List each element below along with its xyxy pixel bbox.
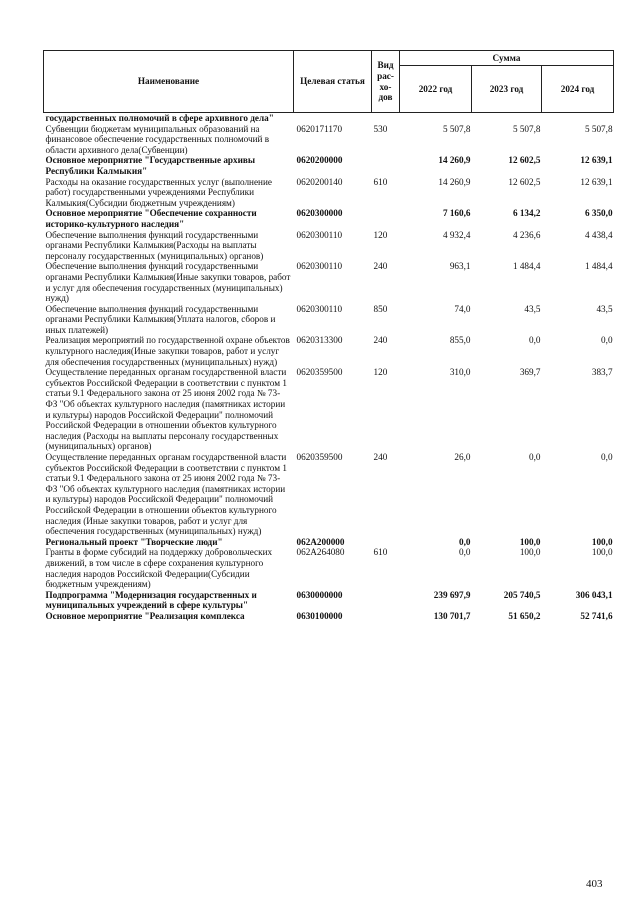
row-amount-2023: 369,7 bbox=[519, 367, 541, 378]
table-row bbox=[44, 113, 614, 124]
row-name: Осуществление переданных органам государственной власти субъектов Российской Федерации в соответствии с пунктом 1 статьи 9.1 Федерального закона от 25 июня 2002 года № 73-ФЗ "Об объектах культурного наследия (памятниках истории и культуры) народов Российской Федерации" полномочий Российской Федерации в отношении объектов культурного наследия (Расходы на выплаты персоналу государственных (муниципальных) органов) bbox=[45, 367, 287, 452]
row-target-code: 0620200140 bbox=[296, 176, 343, 187]
row-target-code: 0620359500 bbox=[296, 367, 343, 378]
row-expense-type: 240 bbox=[373, 261, 388, 272]
row-expense-type bbox=[372, 113, 400, 124]
table-row bbox=[44, 177, 614, 209]
row-expense-type: 610 bbox=[373, 176, 388, 187]
row-expense-type: 530 bbox=[373, 123, 388, 134]
row-name: Подпрограмма "Модернизация государственных и муниципальных учреждений в сфере культуры" bbox=[45, 589, 257, 611]
header-vid: Вид рас-хо-дов bbox=[372, 51, 400, 113]
row-amount-2024: 12 639,1 bbox=[580, 176, 613, 187]
row-amount-2022: 855,0 bbox=[449, 335, 471, 346]
row-target-code: 0620300110 bbox=[296, 303, 343, 314]
row-amount-2022: 239 697,9 bbox=[433, 589, 471, 600]
budget-document-page bbox=[43, 50, 613, 622]
row-amount-2023: 0,0 bbox=[529, 452, 541, 462]
table-row bbox=[44, 611, 614, 622]
row-expense-type: 240 bbox=[373, 335, 388, 346]
table-row bbox=[44, 124, 614, 156]
budget-table bbox=[43, 50, 614, 622]
table-row bbox=[44, 304, 614, 336]
row-amount-2022: 310,0 bbox=[449, 367, 471, 378]
row-expense-type: 240 bbox=[373, 452, 388, 462]
row-expense-type bbox=[372, 590, 400, 611]
row-amount-2023: 0,0 bbox=[529, 335, 541, 346]
row-name: Обеспечение выполнения функций государственными органами Республики Калмыкия(Уплата налогов, сборов и иных платежей) bbox=[45, 303, 276, 335]
row-amount-2022: 130 701,7 bbox=[433, 610, 471, 621]
row-amount-2024 bbox=[542, 113, 614, 124]
row-amount-2024: 0,0 bbox=[601, 452, 613, 462]
row-target-code: 0620300110 bbox=[296, 229, 343, 240]
row-target-code: 0620300000 bbox=[296, 208, 343, 219]
row-name: Основное мероприятие "Реализация комплекса bbox=[45, 610, 245, 621]
row-amount-2024: 52 741,6 bbox=[580, 610, 613, 621]
row-name: Региональный проект "Творческие люди" bbox=[45, 536, 223, 547]
row-expense-type bbox=[372, 208, 400, 229]
table-row bbox=[44, 452, 614, 537]
row-amount-2024: 43,5 bbox=[596, 303, 613, 314]
row-target-code: 0620313300 bbox=[296, 335, 343, 346]
row-amount-2024: 4 438,4 bbox=[584, 229, 613, 240]
row-amount-2022: 26,0 bbox=[454, 452, 471, 462]
row-amount-2022: 963,1 bbox=[449, 261, 471, 272]
row-expense-type: 120 bbox=[373, 229, 388, 240]
row-expense-type bbox=[372, 537, 400, 548]
table-body bbox=[44, 113, 614, 622]
row-name: Основное мероприятие "Обеспечение сохранности историко-культурного наследия" bbox=[45, 208, 257, 229]
row-target-code bbox=[294, 113, 372, 124]
row-target-code: 0620359500 bbox=[296, 452, 343, 462]
row-amount-2023: 100,0 bbox=[519, 547, 541, 558]
page-number: 403 bbox=[586, 878, 603, 890]
row-name: Гранты в форме субсидий на поддержку добровольческих движений, в том числе в сфере сохранения культурного наследия народов Российской Федерации(Субсидии бюджетным учреждениям) bbox=[45, 547, 273, 590]
row-name: Основное мероприятие "Государственные архивы Республики Калмыкия" bbox=[45, 155, 256, 176]
table-row bbox=[44, 230, 614, 262]
row-amount-2023: 5 507,8 bbox=[512, 123, 541, 134]
row-name: Реализация мероприятий по государственной охране объектов культурного наследия(Иные закупки товаров, работ и услуг для обеспечения государственных (муниципальных) нужд) bbox=[45, 335, 290, 367]
row-amount-2024: 306 043,1 bbox=[575, 589, 613, 600]
row-amount-2022: 0,0 bbox=[459, 536, 471, 547]
row-expense-type bbox=[372, 611, 400, 622]
row-amount-2022: 7 160,6 bbox=[442, 208, 471, 219]
row-amount-2023 bbox=[472, 113, 542, 124]
row-target-code: 0620200000 bbox=[296, 155, 343, 166]
table-row bbox=[44, 537, 614, 548]
table-row bbox=[44, 208, 614, 229]
row-amount-2022: 14 260,9 bbox=[438, 176, 471, 187]
table-row bbox=[44, 367, 614, 452]
row-amount-2024: 12 639,1 bbox=[580, 155, 613, 166]
row-target-code: 062A264080 bbox=[296, 547, 345, 558]
row-target-code: 062A200000 bbox=[296, 536, 345, 547]
row-expense-type bbox=[372, 155, 400, 176]
row-amount-2023: 100,0 bbox=[519, 536, 541, 547]
row-target-code: 0620171170 bbox=[296, 123, 343, 134]
row-amount-2024: 6 350,0 bbox=[584, 208, 613, 219]
table-row bbox=[44, 261, 614, 303]
table-row bbox=[44, 590, 614, 611]
row-amount-2023: 6 134,2 bbox=[512, 208, 541, 219]
table-header bbox=[44, 51, 614, 113]
row-target-code: 0630100000 bbox=[296, 610, 343, 621]
row-amount-2024: 100,0 bbox=[591, 547, 613, 558]
row-amount-2023: 1 484,4 bbox=[512, 261, 541, 272]
header-year-2024: 2024 год bbox=[542, 66, 614, 113]
row-target-code: 0620300110 bbox=[296, 261, 343, 272]
row-amount-2023: 43,5 bbox=[524, 303, 541, 314]
row-name: Осуществление переданных органам государственной власти субъектов Российской Федерации в соответствии с пунктом 1 статьи 9.1 Федерального закона от 25 июня 2002 года № 73-ФЗ "Об объектах культурного наследия (памятниках истории и культуры) народов Российской Федерации" полномочий Российской Федерации в отношении объектов культурного наследия (Иные закупки товаров, работ и услуг для обеспечения государственных (муниципальных) нужд) bbox=[45, 452, 287, 537]
row-expense-type: 850 bbox=[373, 303, 388, 314]
row-amount-2024: 0,0 bbox=[601, 335, 613, 346]
header-year-2023: 2023 год bbox=[472, 66, 542, 113]
row-amount-2023: 51 650,2 bbox=[508, 610, 541, 621]
row-amount-2024: 100,0 bbox=[591, 536, 613, 547]
table-row bbox=[44, 335, 614, 367]
table-row bbox=[44, 155, 614, 176]
row-amount-2023: 4 236,6 bbox=[512, 229, 541, 240]
row-amount-2022: 0,0 bbox=[459, 547, 471, 558]
row-amount-2024: 383,7 bbox=[591, 367, 613, 378]
row-amount-2024: 5 507,8 bbox=[584, 123, 613, 134]
row-name: Обеспечение выполнения функций государственными органами Республики Калмыкия(Иные закупки товаров, работ и услуг для обеспечения государственных (муниципальных) нужд) bbox=[45, 261, 291, 304]
row-amount-2022: 5 507,8 bbox=[442, 123, 471, 134]
row-amount-2023: 12 602,5 bbox=[508, 155, 541, 166]
row-expense-type: 610 bbox=[373, 547, 388, 558]
row-target-code: 0630000000 bbox=[296, 589, 343, 600]
row-name: государственных полномочий в сфере архивного дела" bbox=[45, 113, 274, 123]
row-name: Расходы на оказание государственных услуг (выполнение работ) государственными учреждениями Республики Калмыкия(Субсидии бюджетным учреждениям) bbox=[45, 176, 272, 208]
row-amount-2022 bbox=[400, 113, 472, 124]
row-amount-2022: 4 932,4 bbox=[442, 229, 471, 240]
row-name: Обеспечение выполнения функций государственными органами Республики Калмыкия(Расходы на выплаты персоналу государственных (муниципальных) органов) bbox=[45, 229, 264, 261]
row-amount-2024: 1 484,4 bbox=[584, 261, 613, 272]
row-amount-2022: 74,0 bbox=[454, 303, 471, 314]
header-sum: Сумма bbox=[400, 51, 614, 66]
row-name: Субвенции бюджетам муниципальных образований на финансовое обеспечение государственных полномочий в области архивного дела(Субвенции) bbox=[45, 123, 270, 155]
row-amount-2023: 12 602,5 bbox=[508, 176, 541, 187]
table-row bbox=[44, 547, 614, 589]
row-amount-2023: 205 740,5 bbox=[503, 589, 541, 600]
row-amount-2022: 14 260,9 bbox=[438, 155, 471, 166]
row-expense-type: 120 bbox=[373, 367, 388, 378]
header-code: Целевая статья bbox=[294, 51, 372, 113]
header-year-2022: 2022 год bbox=[400, 66, 472, 113]
header-name: Наименование bbox=[44, 51, 294, 113]
